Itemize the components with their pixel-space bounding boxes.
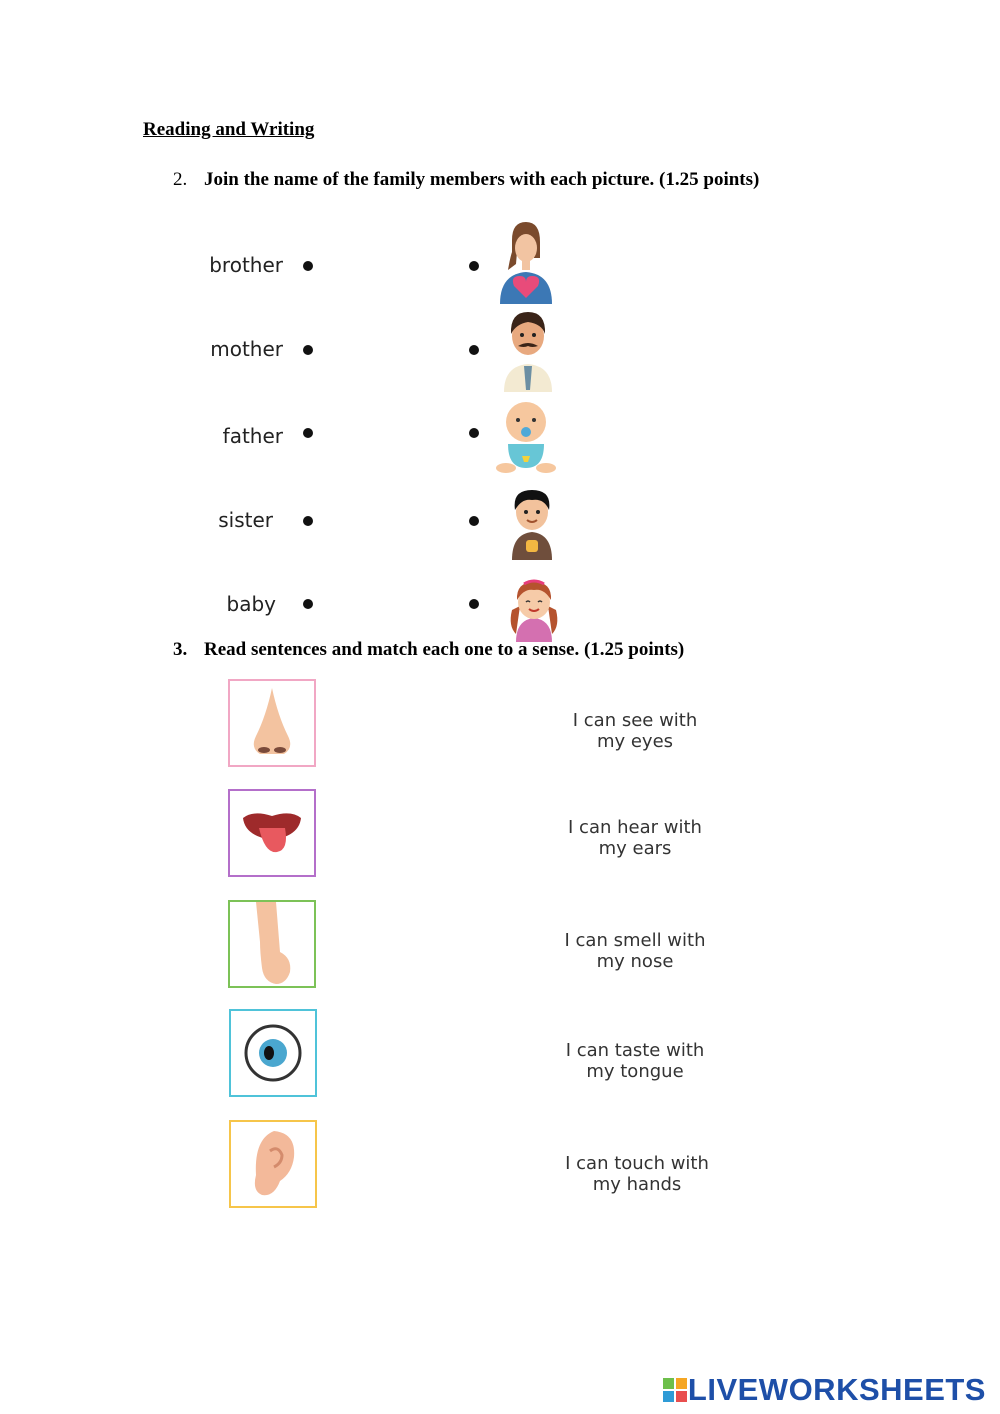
question-3 [173,639,684,661]
nose-icon [242,686,302,760]
word-brother[interactable]: brother [209,253,283,277]
sense-card-eye[interactable] [229,1009,317,1097]
sentence-card[interactable] [535,817,735,859]
sense-card-nose[interactable] [228,679,316,767]
hand-icon [242,902,302,986]
sense-card-tongue[interactable] [228,789,316,877]
sentence-line: my eyes [596,731,674,752]
match-dot-left[interactable] [303,516,313,526]
match-dot-left[interactable] [303,345,313,355]
sense-card-ear[interactable] [229,1120,317,1208]
match-dot-left[interactable] [303,599,313,609]
sentence-card[interactable] [535,1040,735,1082]
match-dot-left[interactable] [303,261,313,271]
sentence-line: I can hear with [568,817,702,838]
sentence-line: I can smell with [564,930,706,951]
question-2 [173,169,759,191]
question-text: Read sentences and match each one to a sense. (1.25 points) [204,639,685,660]
boy-in-brown-shirt-picture [500,480,564,566]
match-dot-right[interactable] [469,599,479,609]
ear-icon [248,1129,298,1199]
sentence-line: my nose [596,951,674,972]
word-father[interactable]: father [222,424,283,448]
question-text: Join the name of the family members with each picture. (1.25 points) [204,169,760,190]
eye-icon [243,1023,303,1083]
liveworksheets-logo [662,1372,986,1408]
word-baby[interactable]: baby [226,592,276,616]
man-with-mustache-picture [496,306,560,392]
match-dot-left[interactable] [303,428,313,438]
sentence-line: I can taste with [565,1040,705,1061]
section-title: Reading and Writing [143,119,315,140]
question-number: 3. [173,639,188,660]
match-dot-right[interactable] [469,345,479,355]
girl-with-heart-picture [494,218,558,304]
sense-card-hand[interactable] [228,900,316,988]
word-mother[interactable]: mother [210,337,283,361]
word-sister[interactable]: sister [218,508,273,532]
sentence-line: my tongue [586,1061,684,1082]
sentence-card[interactable] [535,710,735,752]
tongue-icon [239,808,305,858]
sentence-line: I can touch with [565,1153,709,1174]
sentence-card[interactable] [537,1153,737,1195]
sentence-line: my ears [598,838,672,859]
logo-grid-icon [662,1377,688,1403]
logo-text: LIVEWORKSHEETS [687,1372,986,1407]
question-number: 2. [173,169,188,190]
match-dot-right[interactable] [469,261,479,271]
sentence-line: I can see with [572,710,698,731]
sentence-card[interactable] [535,930,735,972]
sentence-line: my hands [592,1174,682,1195]
match-dot-right[interactable] [469,428,479,438]
match-dot-right[interactable] [469,516,479,526]
baby-with-pacifier-picture [494,394,558,480]
